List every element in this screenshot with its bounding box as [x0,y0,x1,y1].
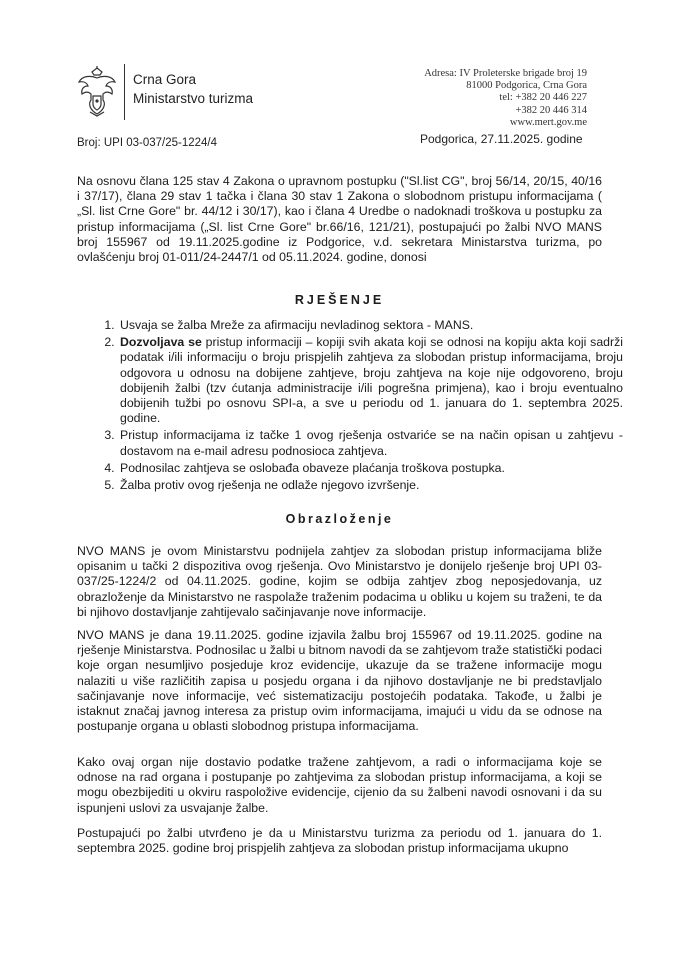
decision-item-lead: Dozvoljava se [120,335,202,350]
address-line: Adresa: IV Proleterske brigade broj 19 [424,68,587,79]
coat-of-arms-icon [76,66,118,118]
address-line: 81000 Podgorica, Crna Gora [466,80,587,92]
website-line: www.mert.gov.me [509,116,587,128]
reasoning-title: Obrazloženje [285,512,394,526]
decision-title: RJEŠENJE [294,293,385,307]
reasoning-paragraph: NVO MANS je ovom Ministarstvu podnijela zahtjev za slobodan pristup informacijama bliže opisanim u tački 2 dispozitiva ovog rješenja. Ovo Ministarstvo je donijelo rješenje broj UPI 03-037/25-1224/2 od 04.11.2025. godine, kojim se odbija zahtjev zbog neposjedovanja, uz obrazloženje da Ministarstvo ne raspolaže traženim podacima u obliku u kojem su traženi, te da bi njihovo dostavljanje zahtijevalo sačinjavanje nove informacije. [77,544,602,619]
intro-paragraph: Na osnovu člana 125 stav 4 Zakona o upravnom postupku ("Sl.list CG", broj 56/14, 20/15, 40/16 i 37/17), člana 29 stav 1 tačka i člana 30 stav 1 Zakona o slobodnom pristupu informacijama ( „Sl. list Crne Gore" br. 44/12 i 30/17), kao i člana 4 Uredbe o nadoknadi troškova u postupku za pristup informacijama („Sl. list Crne Gore" br.66/16, 121/21), postupajući po žalbi NVO MANS broj 155967 od 19.11.2025.godine iz Podgorice, v.d. sekretara Ministarstva turizma, po ovlašćenju broj 01-011/24-2447/1 od 05.11.2024. godine, donosi [77,174,602,265]
decision-list [90,318,623,495]
decision-item [118,428,623,458]
phone-line: tel: +382 20 446 227 [499,92,587,104]
decision-item [118,461,623,476]
decision-item [118,318,623,333]
reasoning-paragraph: Postupajući po žalbi utvrđeno je da u Ministarstvu turizma za periodu od 1. januara do 1. septembra 2025. godine broj prispjelih zahtjeva za slobodan pristup informacijama ukupno [77,826,602,856]
phone-line: +382 20 446 314 [515,104,587,116]
reasoning-paragraph: NVO MANS je dana 19.11.2025. godine izjavila žalbu broj 155967 od 19.11.2025. godine na rješenje Ministarstva. Podnosilac u žalbi u bitnom navodi da se zahtjevom traže statistički podaci koje organ nesumljivo posjeduje kroz evidencije, ukazuje da se tražene informacije mogu nalaziti u više različitih zapisa u posjedu organa i da njihovo dostavljanje ne bi predstavljalo sačinjavanje nove informacije, već sistematizaciju postojećih podataka. Takođe, u žalbi je istaknut značaj javnog interesa za pristup ovim informacijama, imajući u vidu da se odnose na postupanje organa u oblasti slobodnog pristupa informacijama. [77,628,602,734]
decision-item-text: Pristup informacijama iz tačke 1 ovog rješenja ostvariće se na način opisan u zahtjevu - dostavom na e-mail adresu podnosioca zahtjeva. [120,428,623,458]
reasoning-paragraph: Kako ovaj organ nije dostavio podatke tražene zahtjevom, a radi o informacijama koje se odnose na rad organa i postupanje po zahtjevima za slobodan pristup informacijama, a koji se mogu obezbijediti u okviru raspoložive evidencije, cijenio da su žalbeni navodi osnovani i da su ispunjeni uslovi za usvajanje žalbe. [77,755,602,815]
decision-item-text: pristup informaciji – kopiji svih akata koji se odnosi na kopiju akta koji sadrži podatak i/ili informaciju o broju prispjelih zahtjeva za slobodan pristup informacijama, broju odgovora u odnosu na dobijene zahtjeve, broju zahtjeva na koje nije odgovoreno, broju dobijenih žalbi (tzv ćutanja administracije i/ili pogrešna primjena), kao i broju eventualno dobijenih tužbi po osnovu SPI-a, a sve u periodu od 1. januara do 1. septembra 2025. godine. [120,335,623,426]
decision-item-text: Podnosilac zahtjeva se oslobađa obaveze plaćanja troškova postupka. [120,460,505,475]
decision-item-text: Usvaja se žalba Mreže za afirmaciju nevladinog sektora - MANS. [120,318,474,332]
ministry-name: Ministarstvo turizma [133,91,254,106]
decision-item [118,478,623,493]
reference-number: Broj: UPI 03-037/25-1224/4 [77,137,218,149]
issuer-block [133,70,253,108]
place-and-date: Podgorica, 27.11.2025. godine [420,132,583,146]
address-block [424,68,587,129]
decision-item-text: Žalba protiv ovog rješenja ne odlaže njegovo izvršenje. [120,478,420,493]
decision-item [118,335,623,426]
header-divider [124,64,125,120]
country-name: Crna Gora [133,72,197,87]
